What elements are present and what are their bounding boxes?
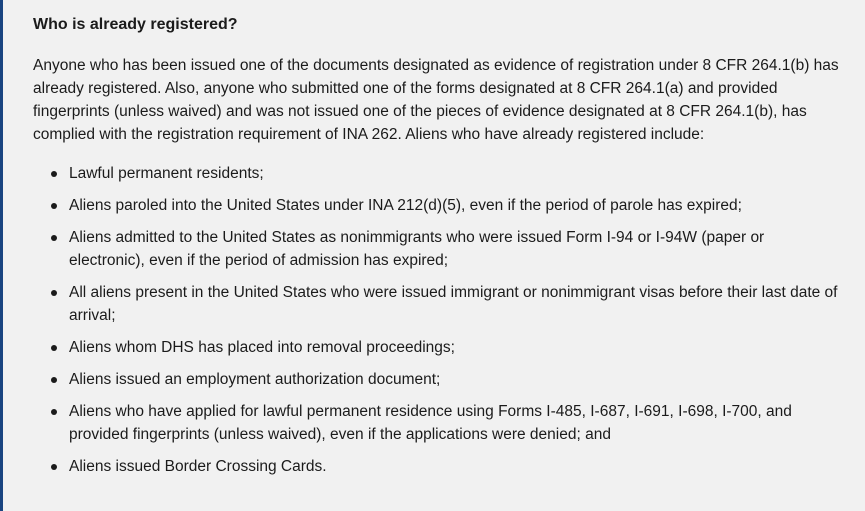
- list-item: [69, 281, 839, 327]
- list-item: [69, 455, 839, 478]
- list-item-text: Aliens admitted to the United States as nonimmigrants who were issued Form I-94 or I-94W (paper or electronic), even if the period of admission has expired;: [69, 229, 765, 269]
- bullet-icon: [51, 464, 57, 470]
- list-item-text: All aliens present in the United States who were issued immigrant or nonimmigrant visas before their last date of arrival;: [69, 284, 838, 324]
- section-heading: Who is already registered?: [33, 16, 238, 33]
- bullet-icon: [51, 377, 57, 383]
- bullet-icon: [51, 171, 57, 177]
- list-item: [69, 400, 839, 446]
- registered-aliens-list: [33, 162, 845, 478]
- list-item: [69, 162, 839, 185]
- list-item-text: Lawful permanent residents;: [69, 165, 264, 182]
- list-item: [69, 226, 839, 272]
- intro-paragraph: Anyone who has been issued one of the documents designated as evidence of registration under 8 CFR 264.1(b) has already registered. Also, anyone who submitted one of the forms designated at 8 CFR 264.1(a) and provided fingerprints (unless waived) and was not issued one of the pieces of evidence designated at 8 CFR 264.1(b), has complied with the registration requirement of INA 262. Aliens who have already registered include:: [33, 57, 839, 143]
- bullet-icon: [51, 203, 57, 209]
- list-item-text: Aliens issued an employment authorization document;: [69, 371, 441, 388]
- bullet-icon: [51, 345, 57, 351]
- list-item: [69, 336, 839, 359]
- bullet-icon: [51, 235, 57, 241]
- bullet-icon: [51, 290, 57, 296]
- list-item: [69, 194, 839, 217]
- bullet-icon: [51, 409, 57, 415]
- list-item-text: Aliens whom DHS has placed into removal proceedings;: [69, 339, 455, 356]
- list-item-text: Aliens paroled into the United States under INA 212(d)(5), even if the period of parole has expired;: [69, 197, 742, 214]
- list-item-text: Aliens issued Border Crossing Cards.: [69, 458, 327, 475]
- list-item: [69, 368, 839, 391]
- list-item-text: Aliens who have applied for lawful permanent residence using Forms I-485, I-687, I-691, I-698, I-700, and provided fingerprints (unless waived), even if the applications were denied; and: [69, 403, 792, 443]
